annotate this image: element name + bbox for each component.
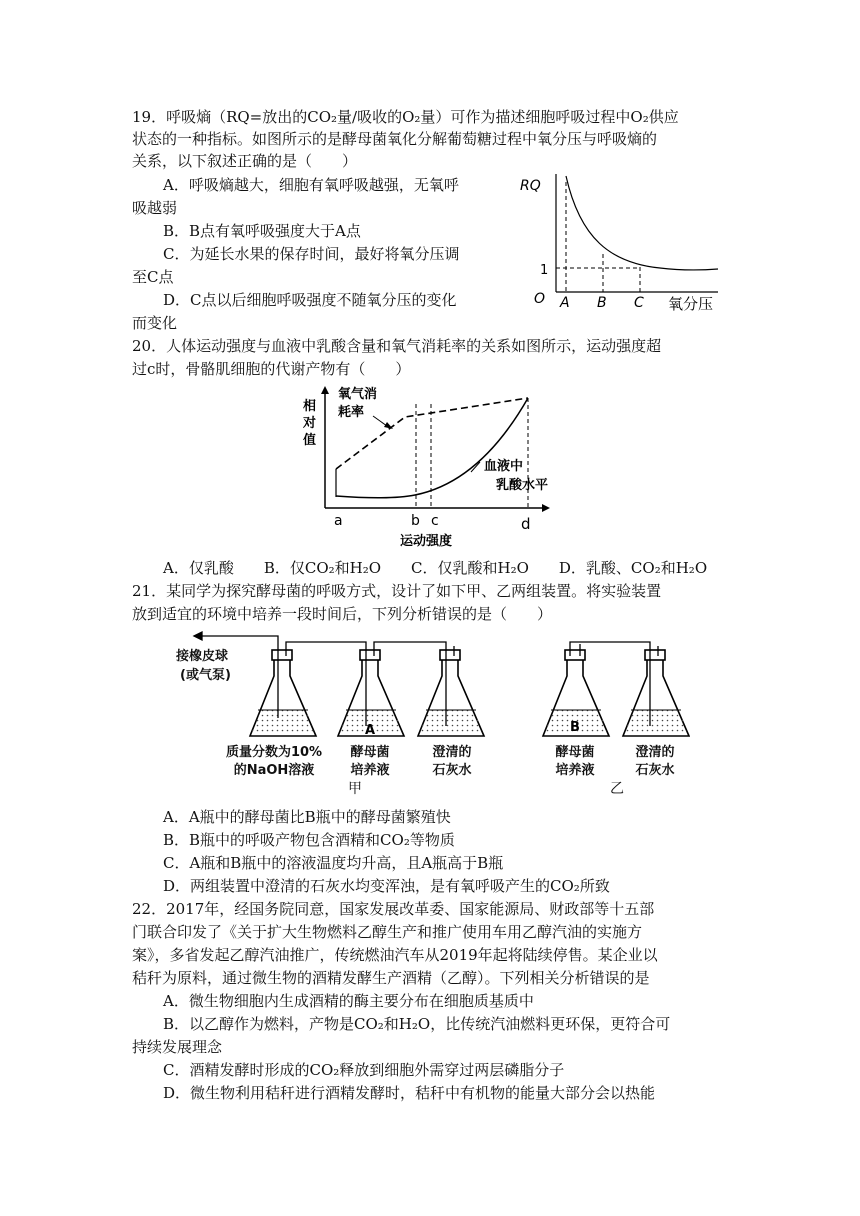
q19-option-d: D．C点以后细胞呼吸强度不随氧分压的变化 — [163, 291, 457, 309]
q22-line1: 22．2017年，经国务院同意，国家发展改革委、国家能源局、财政部等十五部 — [132, 900, 655, 918]
q19-line2: 状态的一种指标。如图所示的是酵母菌氧化分解葡萄糖过程中氧分压与呼吸熵的 — [132, 130, 658, 148]
q22-option-b-cont: 持续发展理念 — [132, 1038, 223, 1056]
lime-label-2: 石灰水 — [432, 763, 472, 778]
flask-a-label: A — [365, 723, 376, 738]
pump-label-2: (或气泵) — [180, 668, 231, 683]
q21-line1: 21．某同学为探究酵母菌的呼吸方式，设计了如下甲、乙两组装置。将实验装置 — [132, 582, 662, 600]
q21-line2: 放到适宜的环境中培养一段时间后，下列分析错误的是（ ） — [132, 605, 553, 623]
pump-label-1: 接橡皮球 — [176, 649, 229, 664]
rq-origin: O — [534, 291, 546, 307]
lactic-label-2: 乳酸水平 — [496, 478, 549, 493]
yeast-label-1: 酵母菌 — [350, 745, 390, 760]
q19-line3: 关系，以下叙述正确的是（ ） — [132, 152, 358, 170]
tick-a: a — [334, 513, 343, 529]
q21-option-b: B．B瓶中的呼吸产物包含酒精和CO₂等物质 — [163, 831, 455, 849]
q22-option-c: C．酒精发酵时形成的CO₂释放到细胞外需穿过两层磷脂分子 — [163, 1061, 565, 1079]
q19-line1: 19．呼吸熵（RQ=放出的CO₂量/吸收的O₂量）可作为描述细胞呼吸过程中O₂供应 — [132, 108, 679, 126]
q22-line3: 案》，多省发起乙醇汽油推广，传统燃油汽车从2019年起将陆续停售。某企业以 — [132, 946, 658, 964]
lactic-label-1: 血液中 — [484, 459, 524, 474]
flask-naoh — [250, 650, 316, 736]
flask-b-label: B — [570, 720, 580, 735]
q22-option-a: A．微生物细胞内生成酒精的酶主要分布在细胞质基质中 — [163, 992, 534, 1010]
rq-graph — [520, 168, 730, 316]
yeast-label-2: 培养液 — [350, 763, 390, 778]
naoh-label-2: 的NaOH溶液 — [233, 763, 315, 778]
q19-option-c-cont: 至C点 — [132, 268, 174, 286]
q22-line2: 门联合印发了《关于扩大生物燃料乙醇生产和推广使用车用乙醇汽油的实施方 — [132, 923, 643, 941]
q19-option-b: B．B点有氧呼吸强度大于A点 — [163, 222, 361, 240]
q21-option-c: C．A瓶和B瓶中的溶液温度均升高，且A瓶高于B瓶 — [163, 854, 504, 872]
point-c-label: C — [634, 295, 644, 311]
lime-label-b-1: 澄清的 — [635, 745, 675, 760]
point-a-label: A — [560, 295, 570, 311]
apparatus-figure — [170, 628, 690, 744]
tick-d: d — [521, 515, 531, 533]
q20-options: A．仅乳酸 B．仅CO₂和H₂O C．仅乳酸和H₂O D．乳酸、CO₂和H₂O — [163, 559, 708, 577]
naoh-label-1: 质量分数为10% — [225, 745, 323, 760]
group-jia-label: 甲 — [348, 781, 362, 797]
point-b-label: B — [597, 295, 607, 311]
lime-label-1: 澄清的 — [432, 745, 472, 760]
q22-option-b: B．以乙醇作为燃料，产物是CO₂和H₂O，比传统汽油燃料更环保，更符合可 — [163, 1015, 671, 1033]
oxygen-pressure-label: 氧分压 — [668, 295, 714, 313]
y-axis-char2: 对 — [303, 416, 317, 431]
oxygen-label-1: 氧气消 — [338, 387, 378, 402]
flask-lime-2 — [623, 650, 689, 736]
exercise-graph — [280, 382, 560, 552]
q19-option-a: A．呼吸熵越大，细胞有氧呼吸越强，无氧呼 — [163, 176, 459, 194]
q20-line2: 过c时，骨骼肌细胞的代谢产物有（ ） — [132, 360, 411, 378]
rq-one-label: 1 — [540, 263, 549, 278]
q19-option-c: C．为延长水果的保存时间，最好将氧分压调 — [163, 245, 460, 263]
exercise-axis-label: 运动强度 — [400, 534, 453, 549]
group-yi-label: 乙 — [610, 781, 624, 797]
q21-option-d: D．两组装置中澄清的石灰水均变浑浊，是有氧呼吸产生的CO₂所致 — [163, 877, 610, 895]
yeast-label-b-2: 培养液 — [555, 763, 595, 778]
yeast-label-b-1: 酵母菌 — [555, 745, 595, 760]
tick-b: b — [411, 513, 420, 529]
y-axis-char1: 相 — [303, 399, 317, 414]
oxygen-label-2: 耗率 — [338, 405, 365, 420]
q20-line1: 20．人体运动强度与血液中乳酸含量和氧气消耗率的关系如图所示，运动强度超 — [132, 337, 662, 355]
q21-option-a: A．A瓶中的酵母菌比B瓶中的酵母菌繁殖快 — [163, 808, 451, 826]
y-axis-char3: 值 — [303, 433, 317, 448]
rq-axis-label: RQ — [520, 178, 541, 194]
q22-option-d: D．微生物利用秸秆进行酒精发酵时，秸秆中有机物的能量大部分会以热能 — [163, 1084, 656, 1102]
q22-line4: 秸秆为原料，通过微生物的酒精发酵生产酒精（乙醇）。下列相关分析错误的是 — [132, 969, 650, 987]
tick-c: c — [431, 513, 439, 529]
q19-option-d-cont: 而变化 — [132, 314, 178, 332]
flask-lime-1 — [418, 650, 484, 736]
lime-label-b-2: 石灰水 — [635, 763, 675, 778]
q19-option-a-cont: 吸越弱 — [132, 199, 178, 217]
